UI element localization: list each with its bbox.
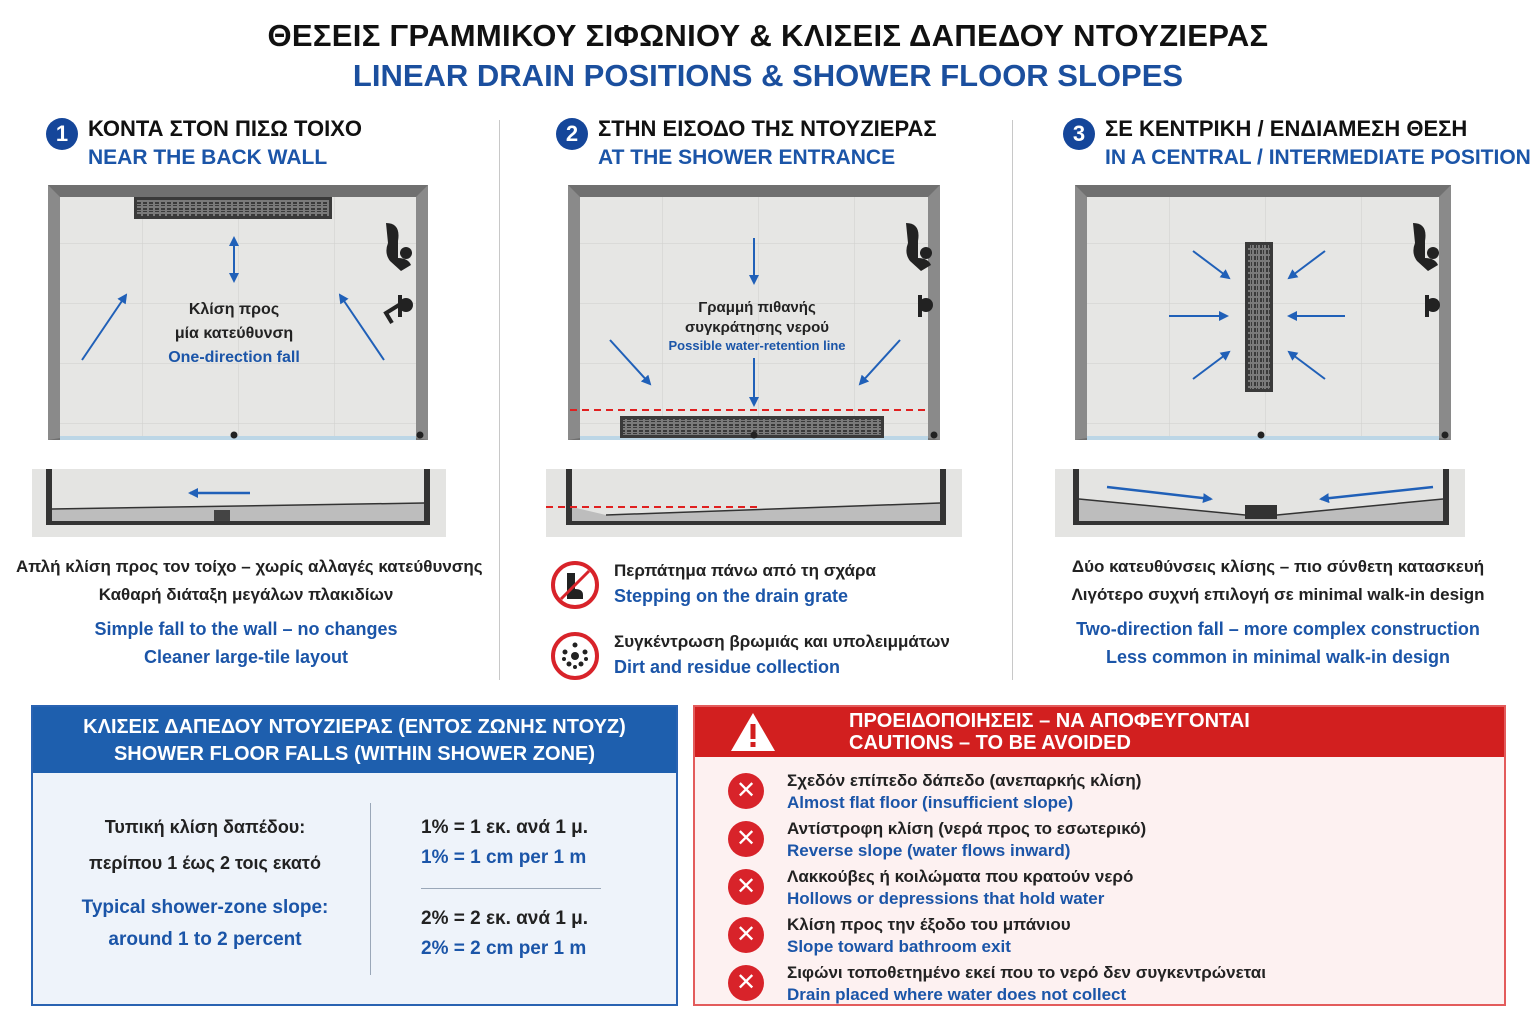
cautions-header-greek: ΠΡΟΕΙΔΟΠΟΙΗΣΕΙΣ – ΝΑ ΑΠΟΦΕΥΓΟΝΤΑΙ <box>849 710 1250 732</box>
caution-english: Reverse slope (water flows inward) <box>787 841 1071 860</box>
column-1-header <box>46 116 486 178</box>
caution-greek: Κλίση προς την έξοδο του μπάνιου <box>787 915 1071 934</box>
typical-slope-block <box>45 817 365 951</box>
issue-greek: Συγκέντρωση βρωμιάς και υπολειμμάτων <box>614 632 950 651</box>
desc-greek-1: Δύο κατευθύνσεις κλίσης – πιο σύνθετη κατασκευή <box>1071 557 1485 576</box>
column-3-description <box>1040 557 1516 668</box>
typical-greek-2: περίπου 1 έως 2 τοις εκατό <box>89 853 321 873</box>
column-3-title-greek: ΣΕ ΚΕΝΤΡΙΚΗ / ΕΝΔΙΑΜΕΣΗ ΘΕΣΗ <box>1105 116 1468 141</box>
desc-english-2: Less common in minimal walk-in design <box>1105 647 1451 667</box>
plan-label-greek-2: μία κατεύθυνση <box>174 325 294 342</box>
caution-english: Drain placed where water does not collect <box>787 985 1127 1004</box>
typical-english-1: Typical shower-zone slope: <box>81 897 329 918</box>
plan-view-back-wall <box>46 183 436 443</box>
cautions-panel-header <box>695 707 1504 757</box>
caution-item <box>695 913 1504 959</box>
section-view-central <box>1055 469 1465 539</box>
section-view-back-wall <box>32 469 446 539</box>
caution-english: Slope toward bathroom exit <box>787 937 1011 956</box>
caution-item <box>695 817 1504 863</box>
column-3-title-english: IN A CENTRAL / INTERMEDIATE POSITION <box>1105 146 1531 169</box>
debris-warning-icon <box>549 630 601 682</box>
caution-greek: Σιφώνι τοποθετημένο εκεί που το νερό δεν συγκεντρώνεται <box>787 963 1266 982</box>
desc-english-2: Cleaner large-tile layout <box>143 647 349 667</box>
caution-item <box>695 865 1504 911</box>
typical-greek-1: Τυπική κλίση δαπέδου: <box>104 817 306 837</box>
plan-view-entrance <box>566 183 946 443</box>
plan-label-greek-1: Κλίση προς <box>188 301 280 318</box>
caution-greek: Αντίστροφη κλίση (νερά προς το εσωτερικό) <box>787 819 1147 838</box>
issue-english: Dirt and residue collection <box>614 657 841 677</box>
footprint-warning-icon <box>549 559 601 611</box>
plan-label-greek-1: Γραμμή πιθανής <box>698 299 816 316</box>
column-1-description <box>16 557 483 668</box>
cautions-panel <box>693 705 1506 1006</box>
step-number-badge: 3 <box>1063 118 1095 150</box>
main-title-greek: ΘΕΣΕΙΣ ΓΡΑΜΜΙΚΟΥ ΣΙΦΩΝΙΟΥ & ΚΛΙΣΕΙΣ ΔΑΠΕΔΟΥ ΝΤΟΥΖΙΕΡΑΣ <box>267 18 1269 53</box>
desc-greek-2: Καθαρή διάταξη μεγάλων πλακιδίων <box>98 585 394 604</box>
column-1-title-english: NEAR THE BACK WALL <box>88 146 328 169</box>
caution-english: Almost flat floor (insufficient slope) <box>787 793 1074 812</box>
column-divider <box>1012 120 1013 680</box>
caution-greek: Λακκούβες ή κοιλώματα που κρατούν νερό <box>787 867 1134 886</box>
step-number-badge: 1 <box>46 118 78 150</box>
warning-triangle-icon <box>729 711 777 753</box>
desc-greek-2: Λιγότερο συχνή επιλογή σε minimal walk-in design <box>1071 585 1485 604</box>
cautions-header-english: CAUTIONS – TO BE AVOIDED <box>849 732 1131 754</box>
column-divider <box>499 120 500 680</box>
step-number-badge: 2 <box>556 118 588 150</box>
rate-1-greek: 1% = 1 εκ. ανά 1 μ. <box>421 817 589 838</box>
desc-english-1: Simple fall to the wall – no changes <box>94 619 398 639</box>
falls-header-greek: ΚΛΙΣΕΙΣ ΔΑΠΕΔΟΥ ΝΤΟΥΖΙΕΡΑΣ (ΕΝΤΟΣ ΖΩΝΗΣ ΝΤΟΥΖ) <box>83 716 626 738</box>
issue-greek: Περπάτημα πάνω από τη σχάρα <box>614 561 876 580</box>
plan-label-english: One-direction fall <box>168 349 300 366</box>
panel-divider <box>370 803 371 975</box>
falls-header-english: SHOWER FLOOR FALLS (WITHIN SHOWER ZONE) <box>113 743 596 765</box>
x-circle-icon: ✕ <box>728 773 764 809</box>
rate-2-greek: 2% = 2 εκ. ανά 1 μ. <box>421 908 589 929</box>
rate-1-block <box>421 817 621 869</box>
column-2-header <box>556 116 996 178</box>
column-2-title-greek: ΣΤΗΝ ΕΙΣΟΔΟ ΤΗΣ ΝΤΟΥΖΙΕΡΑΣ <box>598 116 937 141</box>
rate-1-english: 1% = 1 cm per 1 m <box>421 847 587 868</box>
caution-item <box>695 769 1504 815</box>
x-circle-icon: ✕ <box>728 917 764 953</box>
falls-panel-header <box>33 707 676 773</box>
issue-stepping-on-grate <box>549 559 979 611</box>
rate-2-block <box>421 908 621 960</box>
plan-label-english: Possible water-retention line <box>668 338 846 353</box>
column-1-title-greek: ΚΟΝΤΑ ΣΤΟΝ ΠΙΣΩ ΤΟΙΧΟ <box>88 116 363 141</box>
caution-greek: Σχεδόν επίπεδο δάπεδο (ανεπαρκής κλίση) <box>787 771 1142 790</box>
shower-floor-falls-panel <box>31 705 678 1006</box>
plan-label-greek-2: συγκράτησης νερού <box>684 319 830 336</box>
issue-dirt-residue <box>549 630 979 682</box>
column-3-header <box>1063 116 1529 178</box>
rate-2-english: 2% = 2 cm per 1 m <box>421 938 587 959</box>
caution-item <box>695 961 1504 1007</box>
typical-english-2: around 1 to 2 percent <box>108 929 302 950</box>
column-2-title-english: AT THE SHOWER ENTRANCE <box>598 146 896 169</box>
main-title-english: LINEAR DRAIN POSITIONS & SHOWER FLOOR SLOPES <box>352 58 1184 93</box>
section-view-entrance <box>546 469 962 539</box>
plan-view-central <box>1073 183 1457 443</box>
x-circle-icon: ✕ <box>728 821 764 857</box>
caution-english: Hollows or depressions that hold water <box>787 889 1105 908</box>
rate-separator <box>421 888 601 889</box>
desc-english-1: Two-direction fall – more complex construction <box>1076 619 1480 639</box>
x-circle-icon: ✕ <box>728 869 764 905</box>
desc-greek-1: Απλή κλίση προς τον τοίχο – χωρίς αλλαγές κατεύθυνσης <box>16 557 483 576</box>
x-circle-icon: ✕ <box>728 965 764 1001</box>
issue-english: Stepping on the drain grate <box>614 586 849 606</box>
